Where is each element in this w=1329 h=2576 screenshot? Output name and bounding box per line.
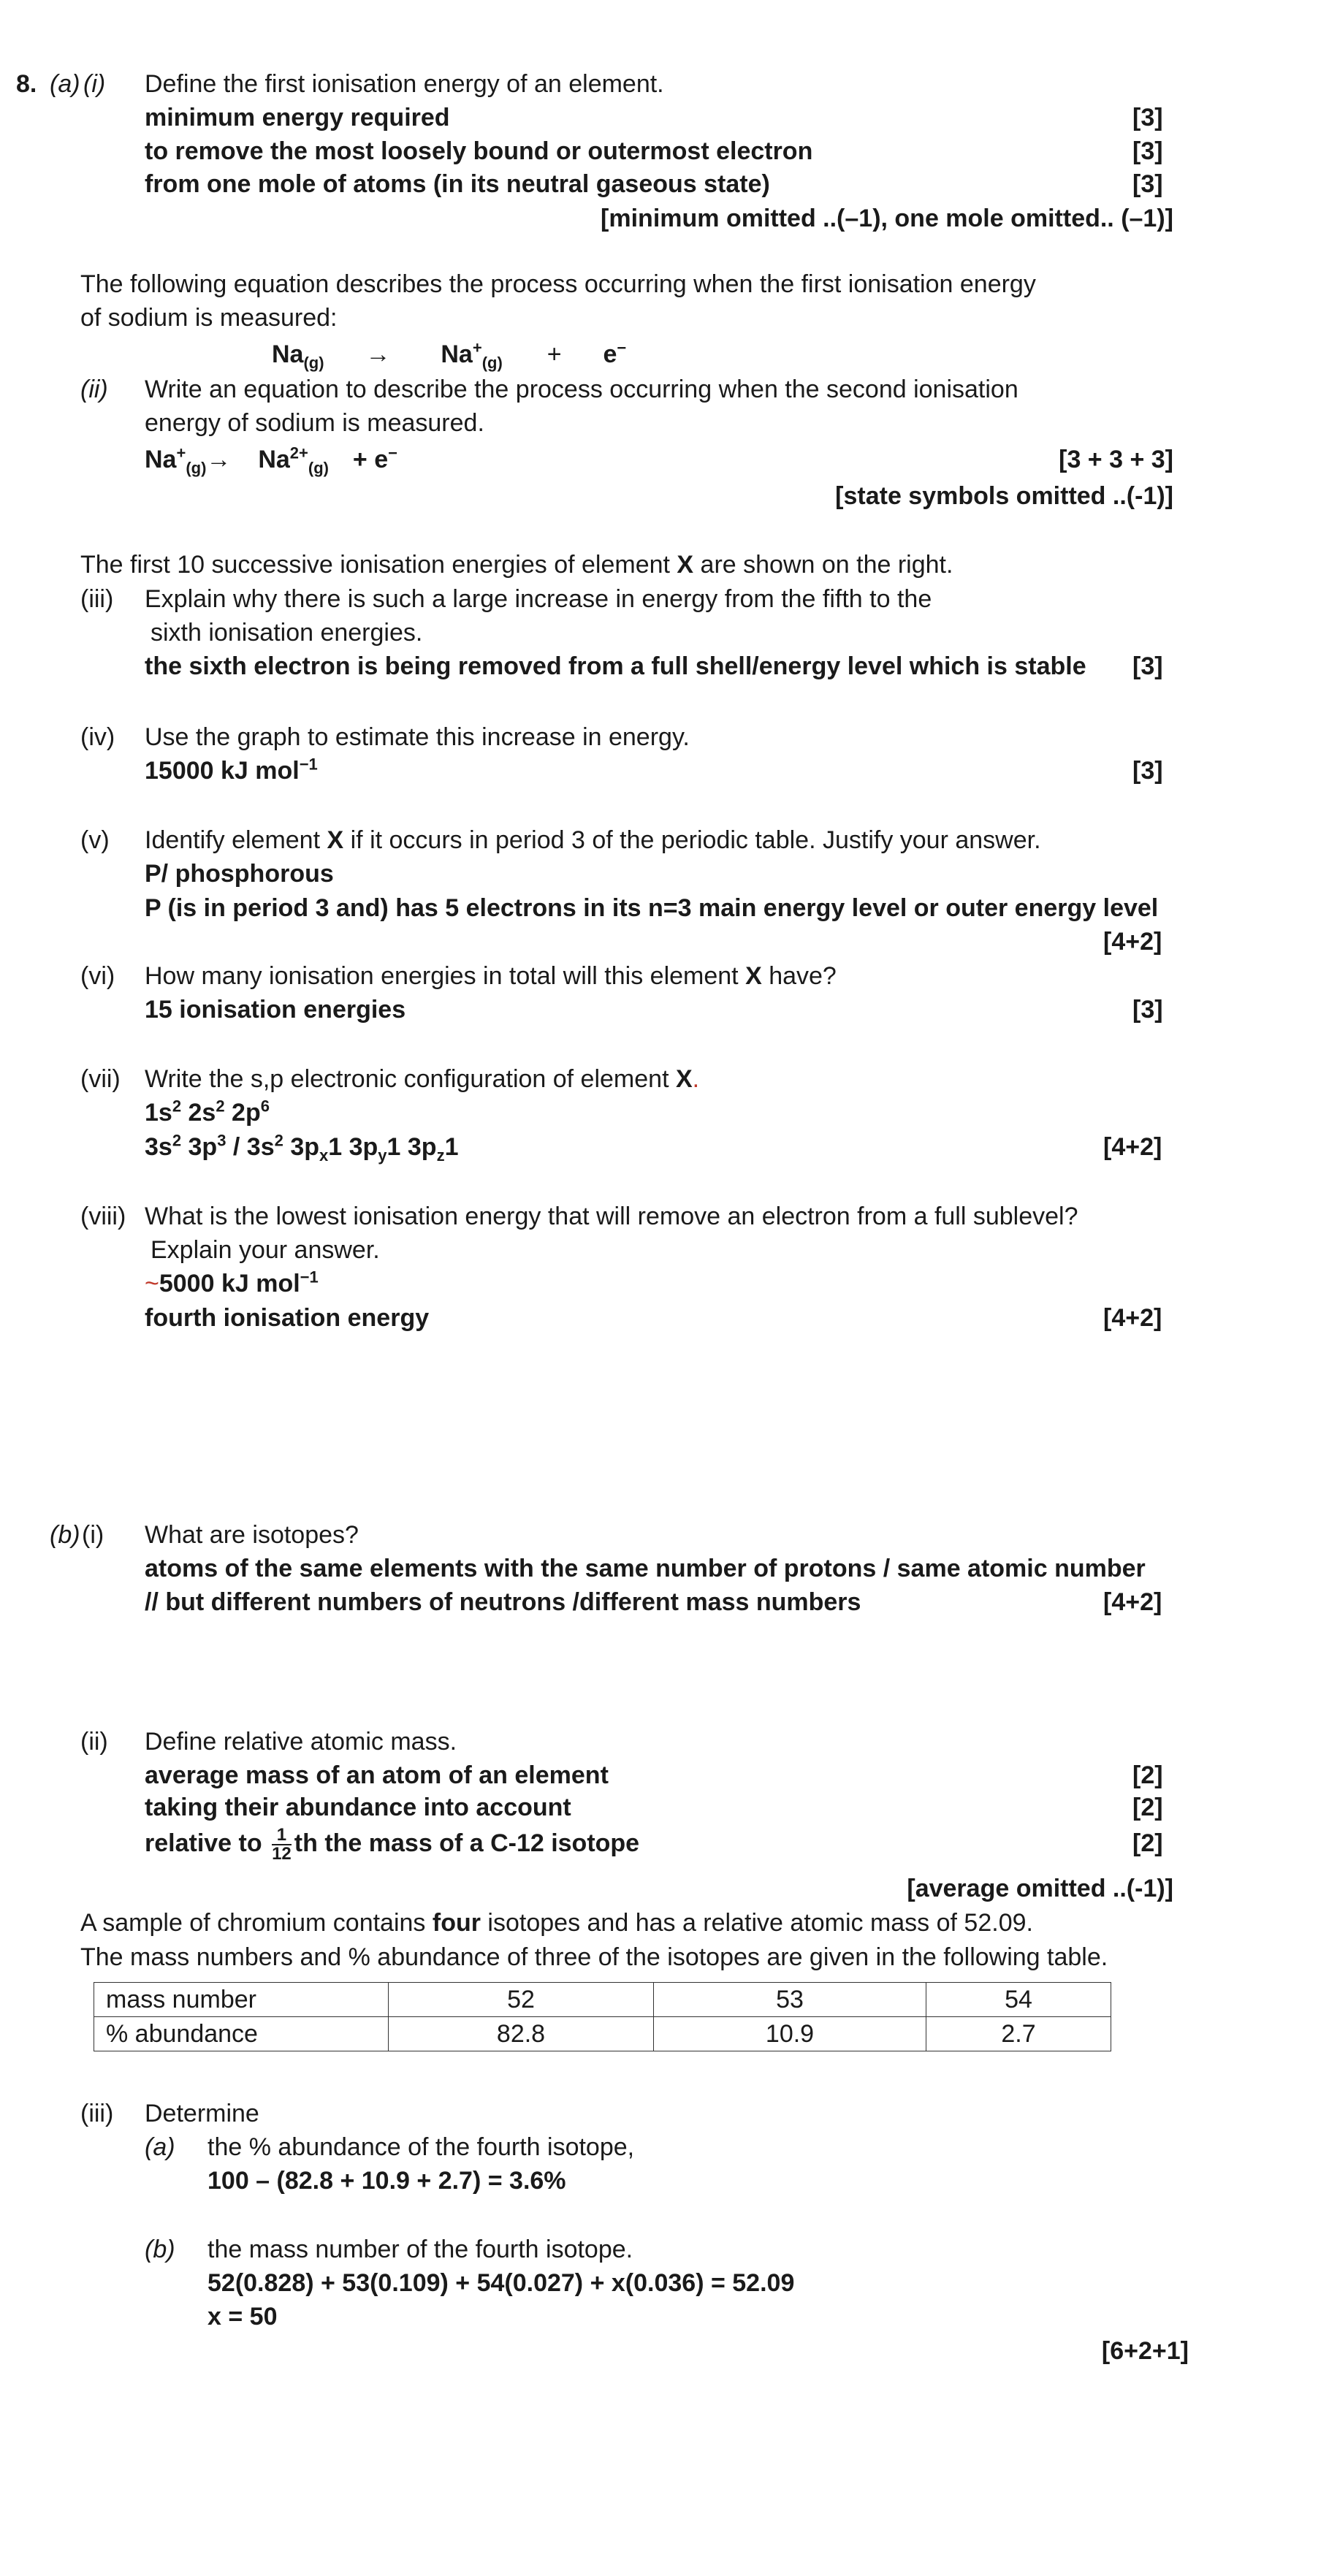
sub-b-iii-a-label: (a) [145, 2133, 175, 2161]
sub-ii-label: (ii) [80, 376, 108, 403]
question-number: 8. [16, 70, 37, 98]
answer-a-viii-1: ~5000 kJ mol$^{-1}$ [145, 1268, 319, 1297]
answer-a-vii-1: $1s^2$ $2s^2$ $2p^6$ [145, 1097, 270, 1127]
question-b-iii: Determine [145, 2100, 259, 2127]
table-cell: 54 [926, 1983, 1111, 2017]
table-row [94, 1983, 1111, 2017]
sub-b-iii-b-label: (b) [145, 2236, 175, 2263]
mark: [4+2] [1103, 1588, 1162, 1616]
question-b-i: What are isotopes? [145, 1521, 359, 1549]
answer-b-i-1: atoms of the same elements with the same number of protons / same atomic number [145, 1555, 1146, 1582]
answer-a-vii-2: $3s^2$ $3p^3 / 3s^2$ $3p_x1$ $3p_y1$ $3p_z1$ [145, 1131, 459, 1165]
deduction-note: [minimum omitted ..(–1), one mole omitted.. (–1)] [601, 205, 1173, 232]
mark: [2] [1132, 1794, 1163, 1821]
intro-line-2: of sodium is measured: [80, 304, 338, 332]
sub-i-label: (i) [83, 70, 106, 98]
question-b-iii-b: the mass number of the fourth isotope. [207, 2236, 633, 2263]
answer-a-i-3: from one mole of atoms (in its neutral gaseous state) [145, 170, 770, 198]
fraction: $\frac{1}{12}$ [272, 1825, 292, 1864]
answer-b-iii-a: 100 – (82.8 + 10.9 + 2.7) = 3.6% [207, 2167, 566, 2195]
answer-b-i-2: // but different numbers of neutrons /different mass numbers [145, 1588, 861, 1616]
deduction-note: [average omitted ..(-1)] [907, 1875, 1173, 1902]
question-b-iii-a: the % abundance of the fourth isotope, [207, 2133, 635, 2161]
mark: [4+2] [1103, 1133, 1162, 1161]
answer-a-iv: 15000 kJ mol$^{-1}$ [145, 755, 318, 785]
question-a-v: Identify element X if it occurs in period 3 of the periodic table. Justify your answer. [145, 826, 1041, 854]
question-a-viii-2: Explain your answer. [151, 1236, 380, 1264]
question-a-i: Define the first ionisation energy of an element. [145, 70, 664, 98]
sub-viii-label: (viii) [80, 1203, 126, 1230]
answer-b-iii-b-1: 52(0.828) + 53(0.109) + 54(0.027) + x(0.036) = 52.09 [207, 2269, 795, 2297]
answer-b-iii-b-2: x = 50 [207, 2303, 278, 2331]
answer-a-ii: $Na^+_{(g)}\to Na^{2+}_{(g)} + e^-$ [145, 443, 397, 477]
chromium-intro-1: A sample of chromium contains four isotopes and has a relative atomic mass of 52.09. [80, 1909, 1033, 1937]
mark: [2] [1132, 1829, 1163, 1857]
mark: [3] [1132, 996, 1163, 1024]
mark: [3] [1132, 170, 1163, 198]
question-a-ii-1: Write an equation to describe the process occurring when the second ionisation [145, 376, 1018, 403]
mark: [4+2] [1103, 928, 1162, 956]
mark: [3] [1132, 757, 1163, 785]
question-a-iii-1: Explain why there is such a large increase in energy from the fifth to the [145, 585, 932, 613]
equation-first-ie: $Na_{(g)} \to Na^+_{(g)} + e^-$ [272, 338, 627, 372]
table-cell: 82.8 [389, 2017, 654, 2051]
answer-a-v-1: P/ phosphorous [145, 860, 334, 888]
table-cell: 53 [654, 1983, 926, 2017]
sub-iv-label: (iv) [80, 723, 115, 751]
arrow-icon: → [206, 446, 232, 473]
answer-b-ii-3: relative to $\frac{1}{12}$ th the mass of a C-12 isotope [145, 1825, 640, 1864]
mark: [3] [1132, 137, 1163, 165]
mark: [3] [1132, 652, 1163, 680]
isotope-table [94, 1982, 1111, 2051]
sub-v-label: (v) [80, 826, 110, 854]
table-cell: 52 [389, 1983, 654, 2017]
table-cell: 2.7 [926, 2017, 1111, 2051]
table-cell: % abundance [94, 2017, 389, 2051]
answer-a-viii-2: fourth ionisation energy [145, 1304, 430, 1332]
arrow-icon: → [365, 340, 391, 368]
deduction-note: [state symbols omitted ..(-1)] [835, 482, 1173, 510]
intro-line-1: The following equation describes the process occurring when the first ionisation energy [80, 270, 1036, 298]
sub-b-ii-label: (ii) [80, 1728, 108, 1756]
answer-a-iii: the sixth electron is being removed from a full shell/energy level which is stable [145, 652, 1086, 680]
answer-a-vi: 15 ionisation energies [145, 996, 406, 1024]
mark: [3 + 3 + 3] [1059, 446, 1173, 473]
mark: [3] [1132, 104, 1163, 132]
answer-a-i-1: minimum energy required [145, 104, 450, 132]
answer-a-i-2: to remove the most loosely bound or outermost electron [145, 137, 813, 165]
sub-vi-label: (vi) [80, 962, 115, 990]
sub-iii-label: (iii) [80, 585, 114, 613]
answer-b-ii-1: average mass of an atom of an element [145, 1761, 609, 1789]
mark: [4+2] [1103, 1304, 1162, 1332]
sub-b-iii-label: (iii) [80, 2100, 114, 2127]
part-b-label: (b) [50, 1521, 80, 1549]
sub-b-i-label: (i) [82, 1521, 104, 1549]
answer-a-v-2: P (is in period 3 and) has 5 electrons in its n=3 main energy level or outer energy level [145, 894, 1159, 922]
question-a-vi: How many ionisation energies in total will this element X have? [145, 962, 837, 990]
question-a-iii-2: sixth ionisation energies. [151, 619, 423, 647]
chromium-intro-2: The mass numbers and % abundance of three of the isotopes are given in the following table. [80, 1943, 1108, 1971]
question-a-viii-1: What is the lowest ionisation energy that will remove an electron from a full sublevel? [145, 1203, 1078, 1230]
question-a-vii: Write the s,p electronic configuration of element X. [145, 1065, 700, 1093]
successive-ie-intro: The first 10 successive ionisation energies of element X are shown on the right. [80, 551, 953, 579]
answer-b-ii-2: taking their abundance into account [145, 1794, 571, 1821]
table-cell: mass number [94, 1983, 389, 2017]
sub-vii-label: (vii) [80, 1065, 121, 1093]
question-b-ii: Define relative atomic mass. [145, 1728, 457, 1756]
mark: [6+2+1] [1101, 2337, 1189, 2365]
part-a-label: (a) [50, 70, 80, 98]
question-a-iv: Use the graph to estimate this increase in energy. [145, 723, 690, 751]
question-a-ii-2: energy of sodium is measured. [145, 409, 484, 437]
table-cell: 10.9 [654, 2017, 926, 2051]
table-row [94, 2017, 1111, 2051]
mark: [2] [1132, 1761, 1163, 1789]
